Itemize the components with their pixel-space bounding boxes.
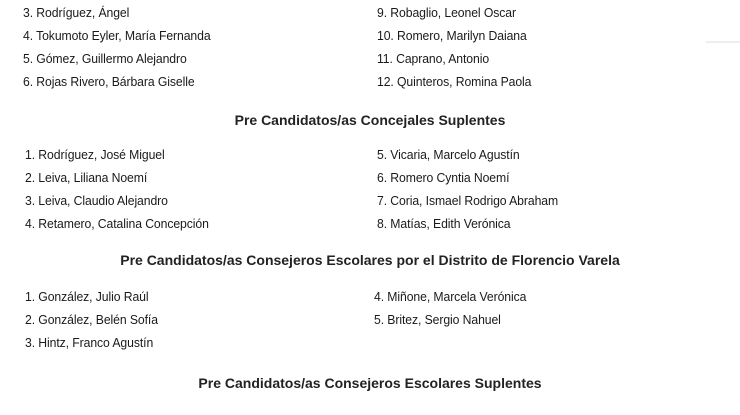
section-heading-concejales-suplentes: Pre Candidatos/as Concejales Suplentes: [234, 112, 506, 128]
list-item: 5. Vicaria, Marcelo Agustín: [377, 147, 520, 162]
list-item: 4. Retamero, Catalina Concepción: [25, 216, 209, 231]
list-item: 3. Hintz, Franco Agustín: [25, 335, 154, 350]
edge-divider: [706, 41, 740, 43]
list-item: 4. Tokumoto Eyler, María Fernanda: [23, 28, 211, 43]
list-item: 1. González, Julio Raúl: [25, 289, 149, 304]
list-item: 6. Romero Cyntia Noemí: [377, 170, 510, 185]
list-item: 3. Rodríguez, Ángel: [23, 5, 130, 20]
list-item: 2. Leiva, Liliana Noemí: [25, 170, 148, 185]
list-item: 3. Leiva, Claudio Alejandro: [25, 193, 168, 208]
list-item: 6. Rojas Rivero, Bárbara Giselle: [23, 74, 195, 89]
list-item: 5. Britez, Sergio Nahuel: [374, 312, 501, 327]
list-item: 2. González, Belén Sofía: [25, 312, 158, 327]
list-item: 5. Gómez, Guillermo Alejandro: [23, 51, 187, 66]
list-item: 1. Rodríguez, José Miguel: [25, 147, 165, 162]
list-item: 12. Quinteros, Romina Paola: [377, 74, 532, 89]
section-heading-consejeros-suplentes: Pre Candidatos/as Consejeros Escolares Suplentes: [198, 375, 542, 391]
list-item: 8. Matías, Edith Verónica: [377, 216, 511, 231]
list-item: 11. Caprano, Antonio: [377, 51, 490, 66]
section-heading-consejeros-escolares: Pre Candidatos/as Consejeros Escolares por el Distrito de Florencio Varela: [120, 252, 620, 268]
list-item: 7. Coria, Ismael Rodrigo Abraham: [377, 193, 559, 208]
list-item: 9. Robaglio, Leonel Oscar: [377, 5, 516, 20]
list-item: 10. Romero, Marilyn Daiana: [377, 28, 527, 43]
list-item: 4. Miñone, Marcela Verónica: [374, 289, 527, 304]
